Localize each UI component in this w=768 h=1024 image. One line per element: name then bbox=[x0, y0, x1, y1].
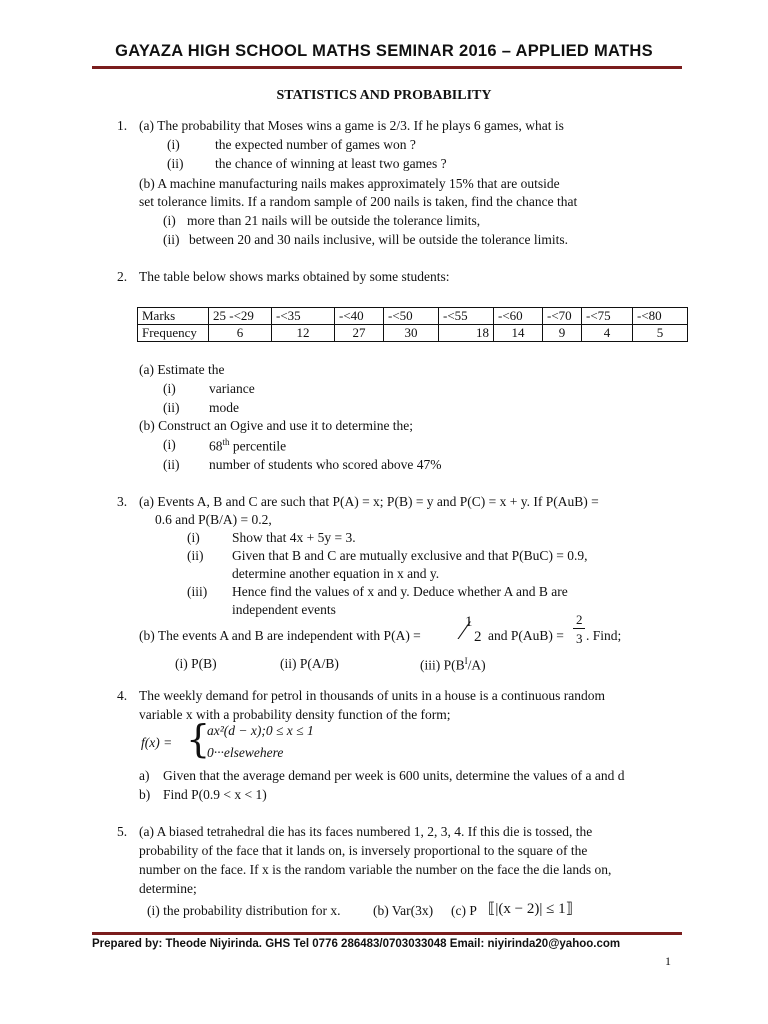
q2-b-i-label: (i) bbox=[163, 437, 176, 452]
q3-a-ii-line1: Given that B and C are mutually exclusive and that P(BuC) = 0.9, bbox=[232, 548, 588, 563]
q5-line1: (a) A biased tetrahedral die has its faces numbered 1, 2, 3, 4. If this die is tossed, the bbox=[139, 824, 593, 839]
q4-intro-line2: variable x with a probability density function of the form; bbox=[139, 707, 451, 722]
page-number: 1 bbox=[665, 954, 671, 968]
section-title: STATISTICS AND PROBABILITY bbox=[276, 88, 492, 103]
q1-part-a: (a) The probability that Moses wins a game is 2/3. If he plays 6 games, what is bbox=[139, 118, 564, 133]
table-cell: 12 bbox=[272, 325, 335, 342]
q1-b-ii-label: (ii) bbox=[163, 232, 180, 247]
q4-b: Find P(0.9 < x < 1) bbox=[163, 787, 267, 802]
table-cell: Marks bbox=[138, 308, 209, 325]
table-cell: -<50 bbox=[384, 308, 439, 325]
table-row bbox=[138, 325, 688, 342]
q3-a-iii-label: (iii) bbox=[187, 584, 208, 599]
q1-b-i: more than 21 nails will be outside the tolerance limits, bbox=[187, 213, 481, 228]
q4-intro-line1: The weekly demand for petrol in thousands of units in a house is a continuous random bbox=[139, 688, 606, 703]
table-cell: 30 bbox=[384, 325, 439, 342]
q3-part-a-line1: (a) Events A, B and C are such that P(A) = x; P(B) = y and P(C) = x + y. If P(AuB) = bbox=[139, 494, 599, 509]
q4-fx-label: f(x) = bbox=[141, 735, 173, 750]
q1-number: 1. bbox=[117, 118, 128, 133]
q1-a-i: the expected number of games won ? bbox=[215, 137, 416, 152]
q1-b-ii: between 20 and 30 nails inclusive, will be outside the tolerance limits. bbox=[189, 232, 569, 247]
q1-a-i-label: (i) bbox=[167, 137, 180, 152]
table-cell: -<60 bbox=[494, 308, 543, 325]
q3-a-ii-label: (ii) bbox=[187, 548, 204, 563]
q2-part-b: (b) Construct an Ogive and use it to determine the; bbox=[139, 418, 414, 433]
table-cell: 27 bbox=[335, 325, 384, 342]
q3-a-i: Show that 4x + 5y = 3. bbox=[232, 530, 356, 545]
table-cell: -<75 bbox=[582, 308, 633, 325]
q2-a-i: variance bbox=[209, 381, 255, 396]
q2-a-ii-label: (ii) bbox=[163, 400, 180, 415]
q2-b-ii: number of students who scored above 47% bbox=[209, 457, 442, 472]
footer-rule bbox=[92, 932, 682, 935]
q3-b-ii: (ii) P(A/B) bbox=[280, 656, 339, 671]
q3-b-i: (i) P(B) bbox=[175, 656, 217, 671]
q2-number: 2. bbox=[117, 269, 128, 284]
q2-intro: The table below shows marks obtained by some students: bbox=[139, 269, 450, 284]
table-cell: 6 bbox=[209, 325, 272, 342]
q3-part-a-line2: 0.6 and P(B/A) = 0.2, bbox=[155, 512, 272, 527]
table-cell: 18 bbox=[439, 325, 494, 342]
q3-a-iii-line1: Hence find the values of x and y. Deduce whether A and B are bbox=[232, 584, 568, 599]
q2-b-i: 68th percentile bbox=[209, 437, 287, 454]
q4-a-label: a) bbox=[139, 768, 150, 783]
q3-frac2-num: 2 bbox=[576, 612, 583, 627]
q4-number: 4. bbox=[117, 688, 128, 703]
q3-a-ii-line2: determine another equation in x and y. bbox=[232, 566, 440, 581]
q2-a-ii: mode bbox=[209, 400, 239, 415]
q2-a-i-label: (i) bbox=[163, 381, 176, 396]
q3-frac2-den: 3 bbox=[576, 631, 583, 646]
table-cell: -<35 bbox=[272, 308, 335, 325]
q5-c-pre: (c) P bbox=[451, 903, 477, 918]
q4-b-label: b) bbox=[139, 787, 151, 802]
footer-prepared-label: Prepared by: bbox=[92, 938, 166, 950]
q3-frac2-bar bbox=[573, 628, 585, 629]
table-cell: -<55 bbox=[439, 308, 494, 325]
table-cell: 4 bbox=[582, 325, 633, 342]
q4-case2: 0···elsewehere bbox=[207, 745, 284, 760]
table-cell: -<40 bbox=[335, 308, 384, 325]
q1-a-ii-label: (ii) bbox=[167, 156, 184, 171]
q4-case1: ax²(d − x);0 ≤ x ≤ 1 bbox=[207, 723, 314, 738]
q5-line4: determine; bbox=[139, 881, 197, 896]
table-cell: -<80 bbox=[633, 308, 688, 325]
q5-line2: probability of the face that it lands on, is inversely proportional to the square of the bbox=[139, 843, 588, 858]
q4-a: Given that the average demand per week is 600 units, determine the values of a and d bbox=[163, 768, 625, 783]
q3-frac1-num: 1 bbox=[465, 614, 473, 630]
q3-part-b-post: . Find; bbox=[586, 628, 622, 643]
q2-b-ii-label: (ii) bbox=[163, 457, 180, 472]
q1-a-ii: the chance of winning at least two games ? bbox=[215, 156, 447, 171]
q3-frac1-slash: ⁄ bbox=[462, 616, 467, 645]
footer bbox=[92, 938, 682, 950]
q3-b-iii: (iii) $P(B^I/A)$ bbox=[420, 656, 486, 673]
q1-b-i-label: (i) bbox=[163, 213, 176, 228]
q5-i: (i) the probability distribution for x. bbox=[147, 903, 341, 918]
q2-part-a: (a) Estimate the bbox=[139, 362, 225, 377]
q3-a-iii-line2: independent events bbox=[232, 602, 336, 617]
q1-part-b-line1: (b) A machine manufacturing nails makes approximately 15% that are outside bbox=[139, 176, 560, 191]
marks-frequency-table bbox=[137, 307, 688, 342]
q3-a-i-label: (i) bbox=[187, 530, 200, 545]
page-header: GAYAZA HIGH SCHOOL MATHS SEMINAR 2016 – APPLIED MATHS bbox=[115, 42, 653, 60]
q5-number: 5. bbox=[117, 824, 128, 839]
footer-contact: GHS Tel 0776 286483/0703033048 Email: niyirinda20@yahoo.com bbox=[262, 938, 621, 950]
q3-frac1-den: 2 bbox=[474, 629, 482, 645]
q5-c-expr: ⟦|(x − 2)| ≤ 1⟧ bbox=[488, 901, 574, 917]
table-cell: -<70 bbox=[543, 308, 582, 325]
q3-part-b-intro: (b) The events A and B are independent with P(A) = bbox=[139, 628, 421, 643]
table-cell: 5 bbox=[633, 325, 688, 342]
table-row bbox=[138, 308, 688, 325]
header-rule bbox=[92, 66, 682, 69]
table-cell: 14 bbox=[494, 325, 543, 342]
q3-part-b-mid: and P(AuB) = bbox=[488, 628, 564, 643]
q1-part-b-line2: set tolerance limits. If a random sample of 200 nails is taken, find the chance that bbox=[139, 194, 578, 209]
table-cell: 9 bbox=[543, 325, 582, 342]
q5-line3: number on the face. If x is the random variable the number on the face the die lands on, bbox=[139, 862, 612, 877]
q5-b: (b) Var(3x) bbox=[373, 903, 434, 918]
q4-brace: { bbox=[186, 717, 211, 761]
table-cell: 25 -<29 bbox=[209, 308, 272, 325]
footer-author: Theode Niyirinda. bbox=[165, 938, 262, 950]
q3-number: 3. bbox=[117, 494, 128, 509]
table-cell: Frequency bbox=[138, 325, 209, 342]
